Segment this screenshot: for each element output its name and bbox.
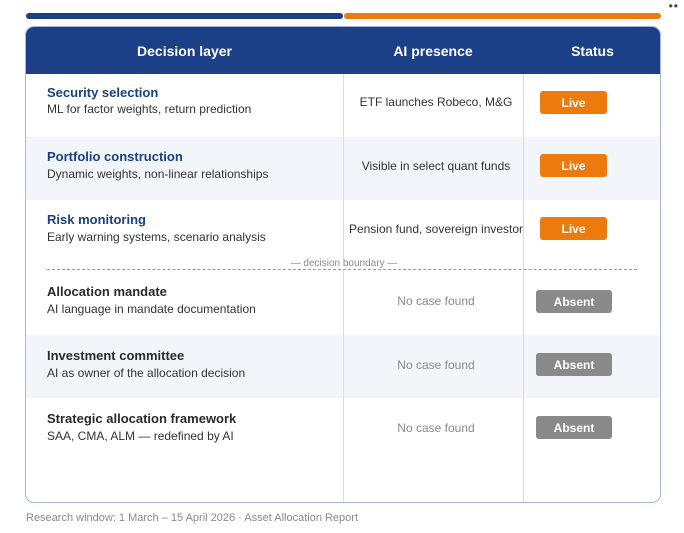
row-title: Security selection bbox=[47, 85, 159, 100]
header-ai-presence: AI presence bbox=[393, 42, 473, 59]
row-title: Portfolio construction bbox=[47, 149, 183, 164]
ai-presence-cell: Pension fund, sovereign investor bbox=[348, 222, 524, 236]
top-accent-bar-blue bbox=[26, 13, 343, 19]
row-description: Early warning systems, scenario analysis bbox=[47, 230, 266, 244]
table-header bbox=[26, 27, 660, 74]
ai-presence-cell: Visible in select quant funds bbox=[361, 159, 511, 173]
status-badge: Absent bbox=[536, 353, 612, 376]
decision-boundary-label: — decision boundary — bbox=[26, 258, 661, 269]
header-status: Status bbox=[571, 42, 614, 59]
corner-dots: •• bbox=[668, 0, 679, 13]
status-badge: Absent bbox=[536, 290, 612, 313]
status-badge: Absent bbox=[536, 416, 612, 439]
decision-boundary-line bbox=[47, 269, 637, 270]
status-badge: Live bbox=[540, 217, 607, 240]
row-description: AI language in mandate documentation bbox=[47, 302, 256, 316]
row-description: SAA, CMA, ALM — redefined by AI bbox=[47, 429, 234, 443]
top-accent-bar-orange bbox=[344, 13, 661, 19]
ai-presence-cell: No case found bbox=[397, 421, 475, 435]
footer-note: Research window: 1 March – 15 April 2026 · Asset Allocation Report bbox=[26, 512, 359, 524]
row-description: AI as owner of the allocation decision bbox=[47, 366, 246, 380]
status-badge: Live bbox=[540, 154, 607, 177]
row-description: Dynamic weights, non-linear relationships bbox=[47, 167, 269, 181]
ai-presence-cell: No case found bbox=[397, 294, 475, 308]
decision-layer-table bbox=[25, 26, 661, 503]
header-decision-layer: Decision layer bbox=[137, 42, 232, 59]
ai-presence-cell: No case found bbox=[397, 358, 475, 372]
status-badge: Live bbox=[540, 91, 607, 114]
row-title: Investment committee bbox=[47, 348, 185, 363]
row-title: Risk monitoring bbox=[47, 212, 146, 227]
row-title: Allocation mandate bbox=[47, 284, 167, 299]
row-title: Strategic allocation framework bbox=[47, 411, 237, 426]
ai-presence-cell: ETF launches Robeco, M&G bbox=[359, 95, 513, 109]
row-description: ML for factor weights, return prediction bbox=[47, 102, 252, 116]
